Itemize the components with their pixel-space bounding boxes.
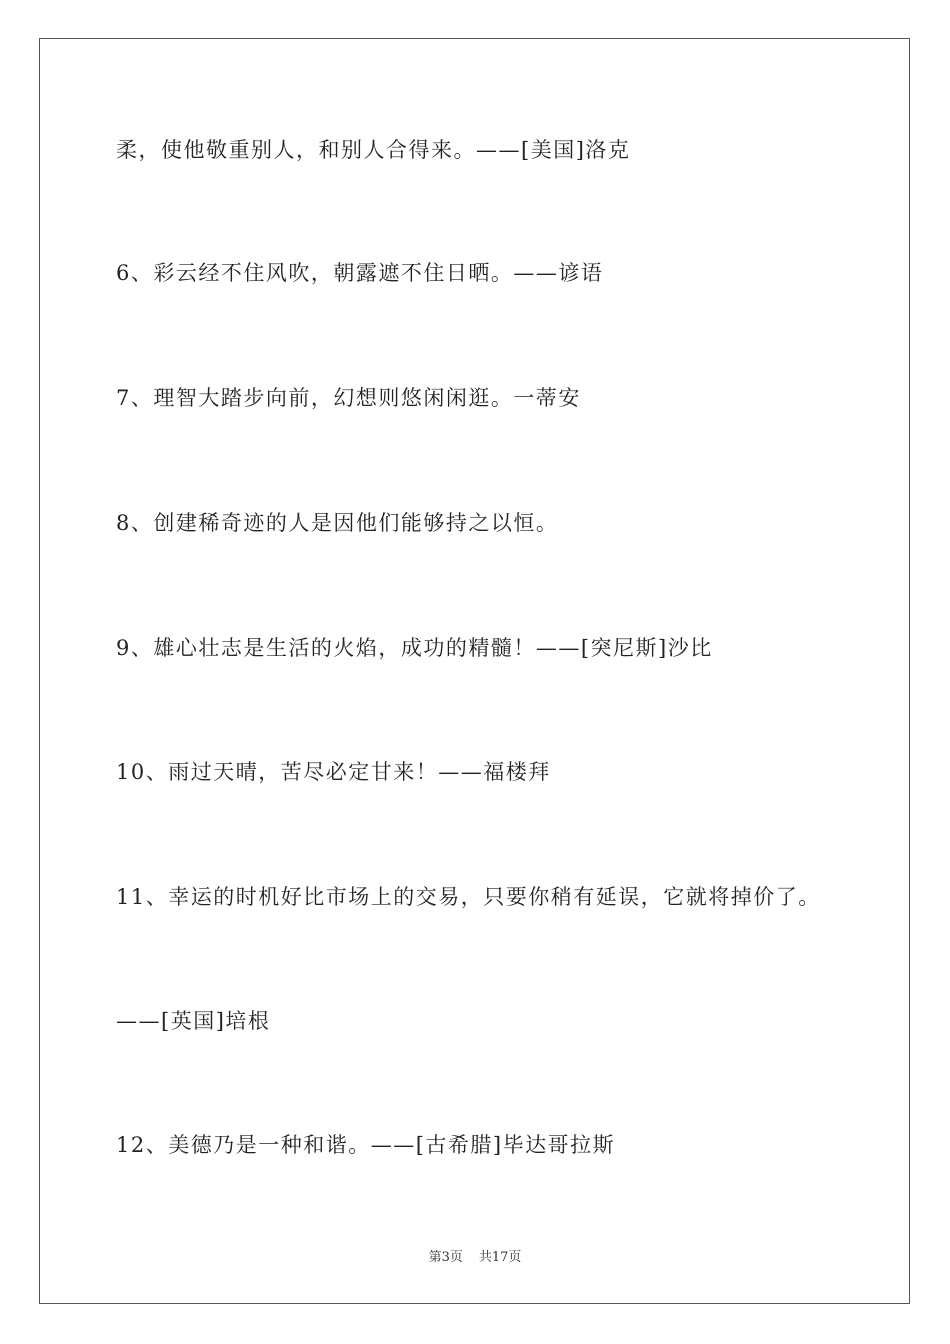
text-line-1: 柔，使他敬重别人，和别人合得来。——[美国]洛克 <box>116 138 631 162</box>
page-border <box>39 38 910 1304</box>
text-line-3: 7、理智大踏步向前，幻想则悠闲闲逛。一蒂安 <box>116 386 581 410</box>
text-line-9: 12、美德乃是一种和谐。——[古希腊]毕达哥拉斯 <box>116 1133 616 1157</box>
text-line-8: ——[英国]培根 <box>116 1009 271 1033</box>
page-total: 共17页 <box>478 1250 522 1265</box>
text-line-6: 10、雨过天晴，苦尽必定甘来！——福楼拜 <box>116 760 551 784</box>
text-line-2: 6、彩云经不住风吹，朝露遮不住日晒。——谚语 <box>116 261 604 285</box>
text-line-5: 9、雄心壮志是生活的火焰，成功的精髓！——[突尼斯]沙比 <box>116 636 713 660</box>
text-line-4: 8、创建稀奇迹的人是因他们能够持之以恒。 <box>116 511 559 535</box>
page-footer <box>0 1246 950 1265</box>
text-line-7: 11、幸运的时机好比市场上的交易，只要你稍有延误，它就将掉价了。 <box>116 885 821 909</box>
page-number: 第3页 <box>428 1250 463 1265</box>
